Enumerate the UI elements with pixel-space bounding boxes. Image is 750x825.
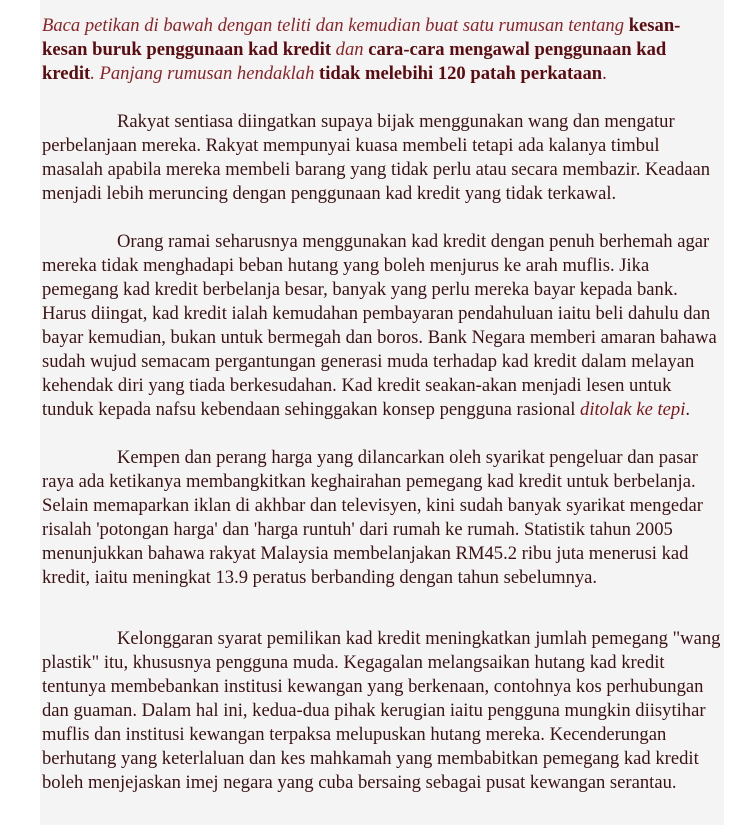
instruction-bold-3: tidak melebihi 120 patah perkataan — [319, 63, 603, 84]
paragraph-2-end: . — [685, 399, 691, 420]
instruction-bold-2: cara-cara mengawal penggunaan kad kredit — [42, 39, 667, 84]
document-content — [42, 14, 722, 795]
document-page — [40, 0, 724, 825]
paragraph-3: Kempen dan perang harga yang dilancarkan oleh syarikat pengeluar dan pasar raya ada ketikanya membangkitkan keghairahan pemegang kad kredit untuk berbelanja. Selain memaparkan iklan di akhbar dan televisyen, kini sudah banyak syarikat mengedar risalah 'potongan harga' dan 'harga runtuh' dari rumah ke rumah. Statistik tahun 2005 menunjukkan bahawa rakyat Malaysia membelanjakan RM45.2 ribu juta menerusi kad kredit, iaitu meningkat 13.9 peratus berbanding dengan tahun sebelumnya. — [42, 447, 703, 588]
instruction-bold-1: kesan-kesan buruk penggunaan kad kredit — [42, 15, 681, 60]
instruction-text — [42, 14, 722, 86]
paragraph-1: Rakyat sentiasa diingatkan supaya bijak menggunakan wang dan mengatur perbelanjaan mereka. Rakyat mempunyai kuasa membeli tetapi ada kalanya timbul masalah apabila mereka membeli barang yang tidak perlu atau secara membazir. Keadaan menjadi lebih meruncing dengan penggunaan kad kredit yang tidak terkawal. — [42, 111, 711, 204]
instruction-end: . — [602, 63, 607, 84]
paragraph-2 — [42, 230, 722, 422]
instruction-part-3: . Panjang rumusan hendaklah — [90, 63, 315, 84]
paragraph-2-italic: ditolak ke tepi — [580, 399, 686, 420]
instruction-part-1: Baca petikan di bawah dengan teliti dan kemudian buat satu rumusan tentang — [42, 15, 625, 36]
paragraph-2-main: Orang ramai seharusnya menggunakan kad kredit dengan penuh berhemah agar mereka tidak menghadapi beban hutang yang boleh menjurus ke arah muflis. Jika pemegang kad kredit berbelanja besar, banyak yang perlu mereka bayar kepada bank. Harus diingat, kad kredit ialah kemudahan pembayaran pendahuluan iaitu beli dahulu dan bayar kemudian, bukan untuk bermegah dan boros. Bank Negara memberi amaran bahawa sudah wujud semacam pergantungan generasi muda terhadap kad kredit dalam melayan kehendak diri yang tiada berkesudahan. Kad kredit seakan-akan menjadi lesen untuk tunduk kepada nafsu kebendaan sehinggakan konsep pengguna rasional — [42, 231, 717, 420]
paragraph-4: Kelonggaran syarat pemilikan kad kredit meningkatkan jumlah pemegang "wang plastik" itu, khususnya pengguna muda. Kegagalan melangsaikan hutang kad kredit tentunya membebankan institusi kewangan yang berkenaan, contohnya kos perhubungan dan guaman. Dalam hal ini, kedua-dua pihak kerugian iaitu pengguna mungkin diisytihar muflis dan institusi kewangan terpaksa melupuskan hutang mereka. Kecenderungan berhutang yang keterlaluan dan kes mahkamah yang membabitkan pemegang kad kredit boleh menjejaskan imej negara yang cuba bersaing sebagai pusat kewangan serantau. — [42, 628, 721, 793]
instruction-part-2: dan — [335, 39, 364, 60]
